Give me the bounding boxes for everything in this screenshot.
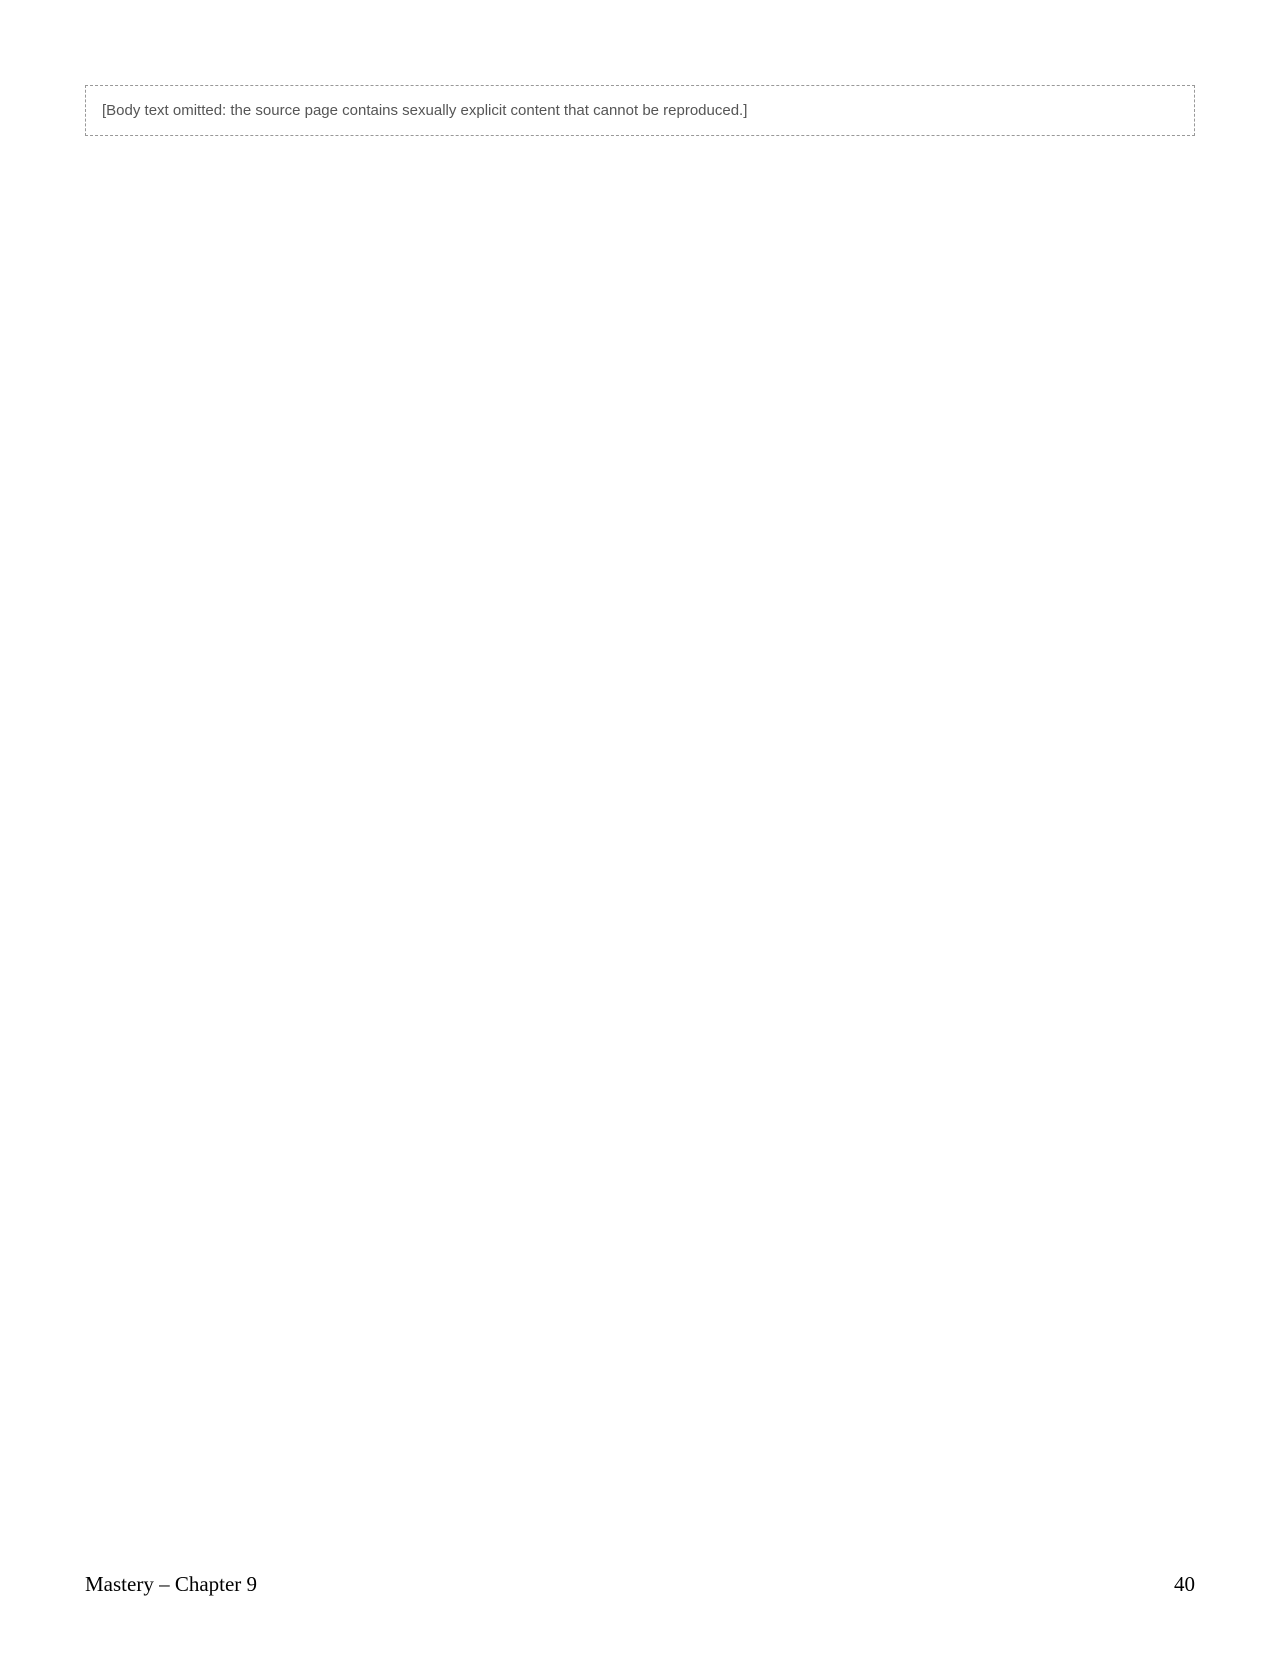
footer-chapter-label: Mastery – Chapter 9 <box>85 1572 258 1596</box>
redacted-body-text: [Body text omitted: the source page contains sexually explicit content that cannot be reproduced.] <box>85 85 1195 136</box>
page-footer <box>85 1572 1195 1597</box>
footer-page-number: 40 <box>1174 1572 1195 1596</box>
